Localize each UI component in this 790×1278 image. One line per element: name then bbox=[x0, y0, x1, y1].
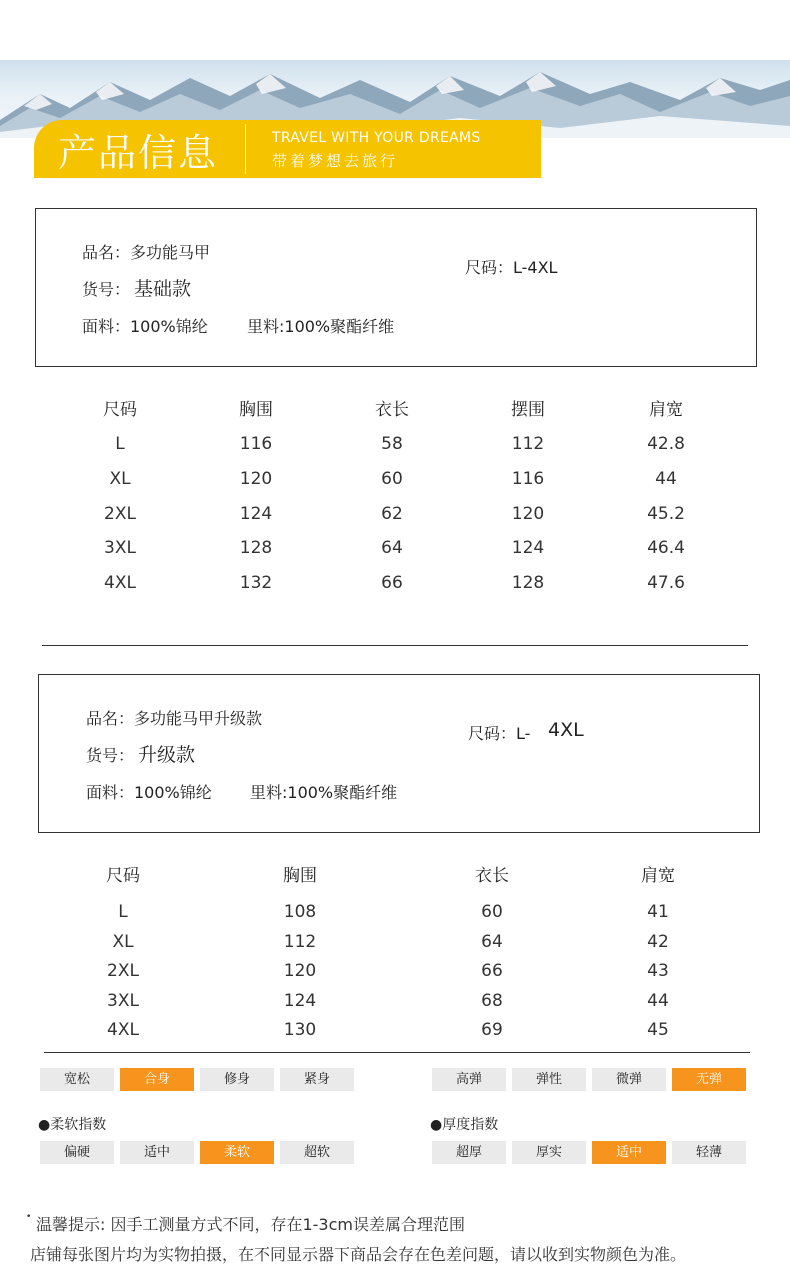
product1-table-cell: 128 bbox=[239, 538, 273, 559]
product1-table-cell: 116 bbox=[239, 434, 273, 454]
product1-table-cell: XL bbox=[109, 468, 131, 489]
product1-table-cell: 4XL bbox=[104, 573, 136, 594]
fit-index-chip: 宽松 bbox=[40, 1068, 114, 1091]
title-divider bbox=[245, 124, 246, 174]
product2-table-cell: L bbox=[118, 902, 128, 922]
product1-table-cell: 120 bbox=[239, 468, 273, 489]
product2-size-value: 4XL bbox=[548, 719, 584, 741]
product1-table-cell: 62 bbox=[381, 503, 403, 524]
product1-table-cell: 128 bbox=[511, 573, 545, 594]
product2-table-header-cell: 尺码 bbox=[106, 866, 140, 886]
product2-table-cell: 2XL bbox=[107, 961, 139, 981]
product1-table-cell: 66 bbox=[381, 573, 403, 594]
title-slogan-cn: 带着梦想去旅行 bbox=[272, 152, 399, 170]
fit-index-chip: 合身 bbox=[120, 1068, 194, 1091]
product1-table-header-cell: 尺码 bbox=[103, 400, 137, 420]
section-divider bbox=[42, 645, 748, 646]
product2-table-cell: 42 bbox=[647, 931, 669, 952]
product2-table-cell: 44 bbox=[647, 990, 669, 1011]
elasticity-index-chip: 无弹 bbox=[672, 1068, 746, 1091]
product2-table-cell: 69 bbox=[481, 1020, 503, 1040]
product1-table-header-cell: 胸围 bbox=[239, 400, 273, 420]
product1-table-cell: 120 bbox=[511, 503, 545, 524]
product1-table-cell: 46.4 bbox=[647, 538, 685, 559]
product1-table-cell: 124 bbox=[239, 503, 273, 524]
product2-table-cell: 120 bbox=[283, 961, 317, 981]
product2-table-cell: 3XL bbox=[107, 990, 139, 1011]
softness-index-chip: 超软 bbox=[280, 1141, 354, 1164]
elasticity-index-chip: 高弹 bbox=[432, 1068, 506, 1091]
product1-table-header-cell: 肩宽 bbox=[649, 400, 683, 420]
product1-item-no-value: 基础款 bbox=[134, 278, 192, 300]
product2-table-cell: 41 bbox=[647, 902, 669, 922]
product2-table-cell: 64 bbox=[481, 931, 503, 952]
product2-table-header-cell: 肩宽 bbox=[641, 866, 675, 886]
product1-table-cell: 44 bbox=[655, 468, 677, 489]
product2-lining: 里料:100%聚酯纤维 bbox=[250, 783, 398, 802]
product2-table-cell: 43 bbox=[647, 961, 669, 981]
product2-material: 面料：100%锦纶 bbox=[86, 783, 212, 802]
thickness-index-label: ●厚度指数 bbox=[430, 1117, 499, 1133]
product1-table-cell: 45.2 bbox=[647, 503, 685, 524]
softness-index-chip: 适中 bbox=[120, 1141, 194, 1164]
product1-table-cell: 132 bbox=[239, 573, 273, 594]
product2-table-cell: 108 bbox=[283, 902, 317, 922]
page-title: 产品信息 bbox=[58, 131, 219, 175]
thickness-index-chip: 超厚 bbox=[432, 1141, 506, 1164]
product2-item-no-value: 升级款 bbox=[138, 744, 196, 766]
product2-size: 尺码：L- bbox=[468, 724, 531, 743]
product1-item-no-label: 货号： bbox=[82, 280, 131, 299]
note-bullet: • bbox=[26, 1212, 32, 1222]
color-note: 店铺每张图片均为实物拍摄，在不同显示器下商品会存在色差问题，请以收到实物颜色为准。 bbox=[30, 1245, 687, 1264]
product1-lining: 里料:100%聚酯纤维 bbox=[247, 317, 395, 336]
title-slogan-en: TRAVEL WITH YOUR DREAMS bbox=[272, 130, 481, 146]
product1-table-header-cell: 摆围 bbox=[511, 400, 545, 420]
thickness-index-chip: 厚实 bbox=[512, 1141, 586, 1164]
product2-table-header-cell: 衣长 bbox=[475, 866, 509, 886]
product1-table-cell: 3XL bbox=[104, 538, 136, 559]
softness-index-chip: 偏硬 bbox=[40, 1141, 114, 1164]
product1-table-header-cell: 衣长 bbox=[375, 400, 409, 420]
product1-table-cell: 58 bbox=[381, 434, 403, 454]
product1-table-cell: 42.8 bbox=[647, 434, 685, 454]
product2-name: 品名：多功能马甲升级款 bbox=[86, 709, 263, 728]
product2-table-cell: 124 bbox=[283, 990, 317, 1011]
product1-table-cell: 2XL bbox=[104, 503, 136, 524]
fit-index-chip: 修身 bbox=[200, 1068, 274, 1091]
product1-table-cell: 47.6 bbox=[647, 573, 685, 594]
product2-table-header-cell: 胸围 bbox=[283, 866, 317, 886]
product1-table-cell: 124 bbox=[511, 538, 545, 559]
thickness-index-chip: 轻薄 bbox=[672, 1141, 746, 1164]
product1-size: 尺码：L-4XL bbox=[465, 258, 558, 277]
product1-name: 品名：多功能马甲 bbox=[82, 243, 211, 262]
product2-table-cell: XL bbox=[112, 931, 134, 952]
product1-material: 面料：100%锦纶 bbox=[82, 317, 208, 336]
elasticity-index-chip: 弹性 bbox=[512, 1068, 586, 1091]
product1-table-cell: L bbox=[115, 434, 125, 454]
fit-index-chip: 紧身 bbox=[280, 1068, 354, 1091]
product2-table-cell: 66 bbox=[481, 961, 503, 981]
tip-note: 温馨提示: 因手工测量方式不同，存在1-3cm误差属合理范围 bbox=[36, 1215, 465, 1234]
elasticity-index-chip: 微弹 bbox=[592, 1068, 666, 1091]
product1-table-cell: 112 bbox=[511, 434, 545, 454]
product2-table-cell: 60 bbox=[481, 902, 503, 922]
product2-item-no-label: 货号： bbox=[86, 746, 135, 765]
product1-table-cell: 60 bbox=[381, 468, 403, 489]
softness-index-chip: 柔软 bbox=[200, 1141, 274, 1164]
index-divider bbox=[44, 1052, 750, 1053]
product1-table-cell: 64 bbox=[381, 538, 403, 559]
thickness-index-chip: 适中 bbox=[592, 1141, 666, 1164]
softness-index-label: ●柔软指数 bbox=[38, 1117, 107, 1133]
product2-table-cell: 68 bbox=[481, 990, 503, 1011]
product2-table-cell: 4XL bbox=[107, 1020, 139, 1040]
product1-table-cell: 116 bbox=[511, 468, 545, 489]
product2-table-cell: 130 bbox=[283, 1020, 317, 1040]
product2-table-cell: 112 bbox=[283, 931, 317, 952]
product2-table-cell: 45 bbox=[647, 1020, 669, 1040]
